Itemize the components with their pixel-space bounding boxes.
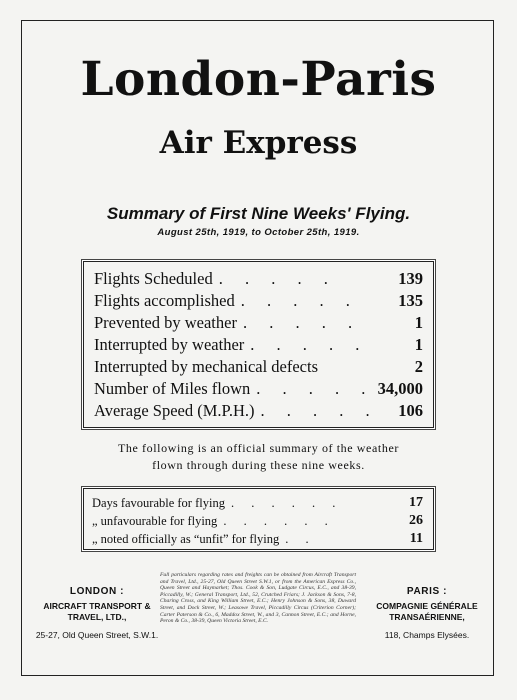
paris-address: 118, Champs Elysées.	[384, 630, 470, 640]
flight-stats-box	[83, 261, 434, 428]
fine-print: Full particulars regarding rates and freights can be obtained from Aircraft Transport and Travel, Ltd., 25-27, Old Queen Street S.W.1, or from the American Express Co., Queen Street and Haymarket; Thos. Cook & Son, Ludgate Circus, E.C., and 38-39, Piccadilly, W.; General Transport, Ltd., 52, Crutched Friars; J. Jackson & Sons, 7-8, Charing Cross, and King William Street, E.C.; Henry Johnson & Sons, 38, Duward Street, and Dock Street, W.; Leasowe Travel, Piccadilly Circus (Criterion Corner); Carter Paterson & Co., 6, Maddox Street, W., and 3, Cannon Street, E.C.; and Horne, Peron & Co., 38-39, Queen Victoria Street, E.C.	[160, 572, 356, 625]
london-agent-name-1: AIRCRAFT TRANSPORT &	[43, 601, 151, 611]
stat-value: 34,000	[377, 379, 423, 398]
stat-label: Average Speed (M.P.H.)	[94, 401, 255, 420]
london-address: 25-27, Old Queen Street, S.W.1.	[35, 630, 159, 640]
stat-label: Interrupted by mechanical defects	[94, 357, 319, 376]
day-row: „ noted officially as “unfit” for flying . . 11	[92, 531, 423, 546]
paris-agent	[352, 586, 502, 641]
stat-value: 139	[398, 269, 423, 288]
summary-title: Summary of First Nine Weeks' Flying.	[106, 204, 411, 223]
day-value: 26	[409, 513, 423, 528]
weather-days-box	[83, 488, 434, 550]
weather-note: The following is an official summary of the weather flown through during these nine weeks.	[118, 441, 399, 472]
stat-row	[94, 356, 423, 378]
stat-value: 106	[398, 401, 423, 420]
stat-label: Prevented by weather	[94, 313, 237, 332]
paris-agent-name-1: COMPAGNIE GÉNÉRALE	[376, 601, 478, 611]
paris-city: PARIS :	[406, 586, 448, 597]
day-row: „ unfavourable for flying . . . . . . 26	[92, 513, 423, 528]
stat-value: 1	[414, 313, 423, 332]
stat-label: Flights accomplished	[94, 291, 235, 310]
paris-agent-name-2: TRANSAÉRIENNE,	[389, 612, 465, 622]
day-row: Days favourable for flying . . . . . . 17	[92, 495, 423, 510]
day-label: Days favourable for flying	[92, 496, 225, 510]
stat-label: Flights Scheduled	[94, 269, 213, 288]
summary-dates: August 25th, 1919, to October 25th, 1919.	[157, 227, 360, 238]
stat-value: 135	[398, 291, 423, 310]
stat-label: Interrupted by weather	[94, 335, 245, 354]
london-city: LONDON :	[69, 586, 125, 597]
stat-value: 1	[414, 335, 423, 354]
stat-row: Prevented by weather . . . . . 1	[94, 313, 423, 332]
stat-label: Number of Miles flown	[94, 379, 251, 398]
london-agent-name-2: TRAVEL, LTD.,	[67, 612, 127, 622]
day-label: „ unfavourable for flying	[92, 514, 218, 528]
page-title: London-Paris	[80, 52, 437, 107]
stat-row: Average Speed (M.P.H.) . . . . . 106	[94, 401, 423, 420]
stat-row: Interrupted by weather . . . . . 1	[94, 335, 423, 354]
day-value: 17	[409, 495, 423, 510]
page-subtitle: Air Express	[159, 125, 358, 161]
stat-row: Flights accomplished . . . . . 135	[94, 291, 423, 310]
day-value: 11	[409, 531, 423, 546]
stat-value: 2	[414, 357, 423, 376]
day-label: „ noted officially as “unfit” for flying	[92, 532, 280, 546]
london-agent	[22, 586, 172, 641]
stat-row: Flights Scheduled . . . . . 139	[94, 269, 423, 288]
stat-row: Number of Miles flown . . . . . 34,000	[94, 379, 423, 398]
